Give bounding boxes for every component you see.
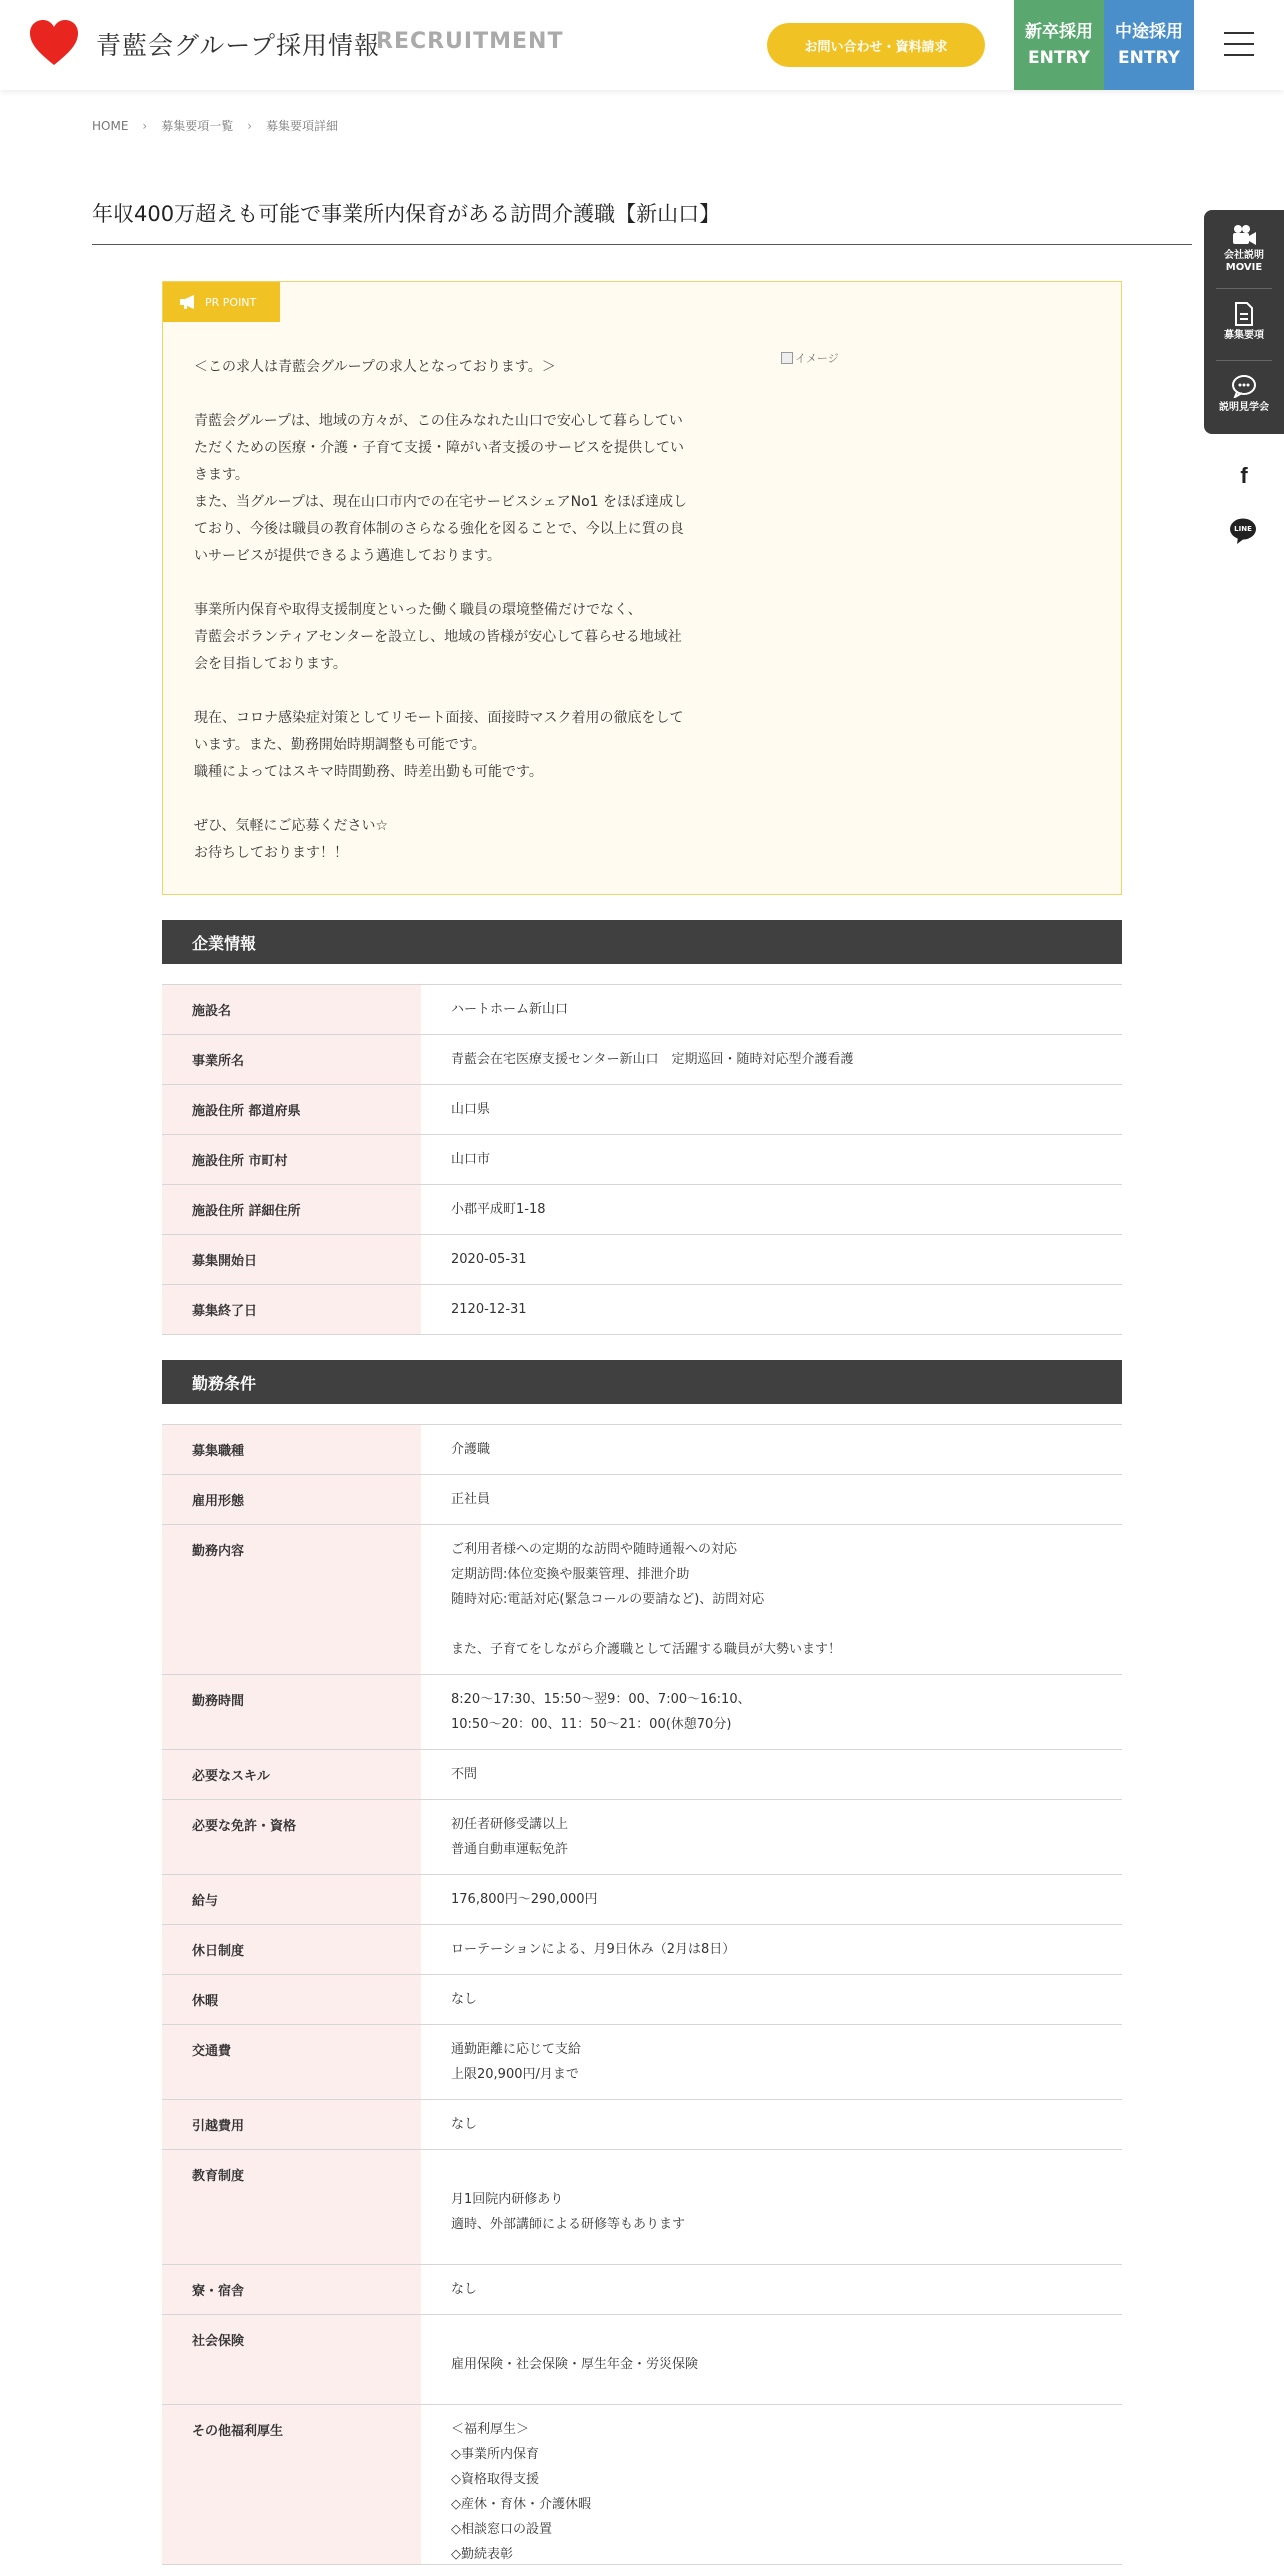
pr-text-line: きます。 (194, 467, 249, 483)
row-label: 寮・宿舎 (162, 2265, 421, 2314)
pr-text-line: いサービスが提供できるよう邁進しております。 (194, 548, 501, 564)
row-value (421, 1425, 1122, 1474)
row-value (421, 2265, 1122, 2314)
row-value-line (451, 2162, 1092, 2187)
row-value-line: 山口県 (451, 1102, 491, 1117)
row-label: 施設住所 市町村 (162, 1135, 421, 1184)
chevron-right-icon: › (142, 118, 148, 133)
row-value-line: ご利用者様への定期的な訪問や随時通報への対応 (451, 1542, 738, 1557)
company-info-heading: 企業情報 (162, 920, 1122, 964)
megaphone-icon (179, 295, 197, 309)
row-value-line: 2020-05-31 (451, 1252, 527, 1267)
side-item-label: 募集要項 (1224, 330, 1264, 341)
row-label: 引越費用 (162, 2100, 421, 2149)
row-value-line: ◇産休・育休・介護休暇 (451, 2497, 591, 2512)
pr-text-line: ぜひ、気軽にご応募ください☆ (194, 818, 388, 834)
row-value-line: 176,800円～290,000円 (451, 1892, 598, 1907)
table-row (162, 1750, 1122, 1800)
row-label: 施設名 (162, 985, 421, 1034)
row-value-line: 随時対応:電話対応(緊急コールの要請など)、訪問対応 (451, 1592, 765, 1607)
company-info-table (162, 984, 1122, 1335)
row-label: 必要な免許・資格 (162, 1800, 421, 1874)
table-row (162, 1425, 1122, 1475)
row-label: 社会保険 (162, 2315, 421, 2404)
row-label: 事業所名 (162, 1035, 421, 1084)
table-row (162, 1285, 1122, 1335)
row-label: 施設住所 詳細住所 (162, 1185, 421, 1234)
row-label: 教育制度 (162, 2150, 421, 2264)
entry-mid-label: 中途採用 (1115, 22, 1183, 42)
row-value-line: 10:50～20：00、11：50～21：00(休憩70分) (451, 1717, 732, 1732)
row-value (421, 1975, 1122, 2024)
row-value-line: 定期訪問:体位変換や服薬管理、排泄介助 (451, 1567, 690, 1582)
side-item-info-session[interactable] (1204, 374, 1284, 414)
pr-text-line: ており、今後は職員の教育体制のさらなる強化を図ることで、今以上に質の良 (194, 521, 684, 537)
mid-career-entry-button[interactable] (1104, 0, 1194, 90)
pr-text-line: 現在、コロナ感染症対策としてリモート面接、面接時マスク着用の徹底をして (194, 710, 684, 726)
row-value (421, 2100, 1122, 2149)
row-value-line: 月1回院内研修あり (451, 2192, 564, 2207)
site-title[interactable]: 青藍会グループ採用情報 (96, 31, 381, 60)
row-value-line: 正社員 (451, 1492, 491, 1507)
table-row (162, 2265, 1122, 2315)
row-value (421, 1750, 1122, 1799)
breadcrumb (92, 117, 338, 134)
table-row (162, 1135, 1122, 1185)
line-icon[interactable] (1229, 517, 1257, 545)
work-conditions-table (162, 1424, 1122, 2565)
divider (1216, 288, 1272, 289)
broken-image-icon (781, 352, 793, 364)
row-label: 募集開始日 (162, 1235, 421, 1284)
row-value (421, 1475, 1122, 1524)
row-value (421, 1085, 1122, 1134)
row-value (421, 1925, 1122, 1974)
pr-point-label: PR POINT (205, 295, 257, 309)
breadcrumb-list[interactable]: 募集要項一覧 (161, 119, 234, 133)
row-value-line (451, 1612, 1092, 1637)
row-label: 勤務内容 (162, 1525, 421, 1674)
table-row (162, 1035, 1122, 1085)
row-value-line: 小郡平成町1-18 (451, 1202, 546, 1217)
row-label: 必要なスキル (162, 1750, 421, 1799)
table-row (162, 2100, 1122, 2150)
table-row (162, 985, 1122, 1035)
row-value-line: 上限20,900円/月まで (451, 2067, 579, 2082)
row-value-line: 初任者研修受講以上 (451, 1817, 569, 1832)
pr-text-line (194, 786, 734, 813)
pr-text-line: 青藍会グループは、地域の方々が、この住みなれた山口で安心して暮らしてい (194, 413, 683, 429)
pr-image (781, 350, 839, 366)
row-value-line: 雇用保険・社会保険・厚生年金・労災保険 (451, 2357, 699, 2372)
table-row (162, 1185, 1122, 1235)
row-value (421, 1185, 1122, 1234)
row-value-line: また、子育てをしながら介護職として活躍する職員が大勢います！ (451, 1642, 842, 1657)
row-value (421, 1525, 1122, 1674)
pr-text-line: 青藍会ボランティアセンターを設立し、地域の皆様が安心して暮らせる地域社 (194, 629, 682, 645)
entry-new-label: 新卒採用 (1025, 22, 1093, 42)
table-row (162, 1875, 1122, 1925)
pr-text-line (194, 678, 734, 705)
new-graduate-entry-button[interactable] (1014, 0, 1104, 90)
divider (1216, 360, 1272, 361)
contact-button[interactable]: お問い合わせ・資料請求 (767, 23, 985, 67)
entry-new-entry: ENTRY (1028, 48, 1090, 68)
row-value-line: 不問 (451, 1767, 478, 1782)
table-row (162, 2405, 1122, 2565)
row-value (421, 1800, 1122, 1874)
row-value (421, 985, 1122, 1034)
site-subtitle: RECRUITMENT (376, 29, 564, 54)
pr-text (194, 354, 734, 867)
row-value-line: ◇事業所内保育 (451, 2447, 539, 2462)
row-value (421, 1285, 1122, 1334)
row-label: 募集終了日 (162, 1285, 421, 1334)
facebook-glyph: f (1240, 463, 1248, 488)
pr-text-line: 会を目指しております。 (194, 656, 347, 672)
row-label: 施設住所 都道府県 (162, 1085, 421, 1134)
row-value-line: 青藍会在宅医療支援センター新山口 定期巡回・随時対応型介護看護 (451, 1052, 854, 1067)
pr-text-line: 職種によってはスキマ時間勤務、時差出勤も可能です。 (194, 764, 543, 780)
row-value-line: 山口市 (451, 1152, 491, 1167)
row-label: その他福利厚生 (162, 2405, 421, 2564)
pr-image-alt: イメージ (795, 352, 839, 365)
table-row (162, 2315, 1122, 2405)
table-row (162, 1475, 1122, 1525)
table-row (162, 1800, 1122, 1875)
row-value-line: ローテーションによる、月9日休み（2月は8日） (451, 1942, 736, 1957)
row-value-line: ＜福利厚生＞ (451, 2422, 530, 2437)
row-value (421, 2025, 1122, 2099)
row-label: 雇用形態 (162, 1475, 421, 1524)
side-item-company-movie[interactable] (1204, 224, 1284, 274)
pr-text-line: お待ちしております！！ (194, 845, 348, 861)
work-conditions-heading: 勤務条件 (162, 1360, 1122, 1404)
table-row (162, 1235, 1122, 1285)
row-value-line (451, 2377, 1092, 2402)
row-value-line: 介護職 (451, 1442, 491, 1457)
row-value-line: 普通自動車運転免許 (451, 1842, 569, 1857)
pr-text-line (194, 381, 734, 408)
row-value (421, 1035, 1122, 1084)
row-value (421, 2405, 1122, 2564)
row-label: 募集職種 (162, 1425, 421, 1474)
chat-bubble-icon (1231, 374, 1257, 398)
site-header (0, 0, 1284, 90)
table-row (162, 1925, 1122, 1975)
table-row (162, 2150, 1122, 2265)
entry-mid-entry: ENTRY (1118, 48, 1180, 68)
table-row (162, 2025, 1122, 2100)
row-value-line: なし (451, 1992, 478, 2007)
row-value-line: ハートホーム新山口 (451, 1002, 569, 1017)
pr-text-line: ＜この求人は青藍会グループの求人となっております。＞ (194, 359, 556, 375)
row-label: 休暇 (162, 1975, 421, 2024)
side-item-label: 会社説明 (1224, 250, 1264, 261)
video-camera-icon (1231, 224, 1257, 246)
row-value-line (451, 2237, 1092, 2262)
row-value (421, 2315, 1122, 2404)
row-value (421, 1875, 1122, 1924)
row-value-line: 通勤距離に応じて支給 (451, 2042, 582, 2057)
pr-text-line: また、当グループは、現在山口市内での在宅サービスシェアNo1 をほぼ達成し (194, 494, 687, 510)
page-title: 年収400万超えも可能で事業所内保育がある訪問介護職【新山口】 (92, 198, 1192, 245)
side-item-label: 説明見学会 (1219, 402, 1269, 413)
table-row (162, 1085, 1122, 1135)
row-value (421, 1675, 1122, 1749)
row-label: 交通費 (162, 2025, 421, 2099)
facebook-icon[interactable] (1230, 463, 1258, 491)
row-value-line: 適時、外部講師による研修等もあります (451, 2217, 686, 2232)
pr-text-line: います。また、勤務開始時期調整も可能です。 (194, 737, 486, 753)
pr-text-line (194, 570, 734, 597)
hamburger-menu-icon[interactable] (1224, 32, 1254, 56)
table-row (162, 1975, 1122, 2025)
row-value-line: ◇資格取得支援 (451, 2472, 539, 2487)
line-label: LINE (1234, 525, 1252, 533)
side-nav (1204, 210, 1284, 434)
row-value-line: 2120-12-31 (451, 1302, 527, 1317)
pr-text-line: 事業所内保育や取得支援制度といった働く職員の環境整備だけでなく、 (194, 602, 642, 618)
heart-logo-icon[interactable] (28, 18, 80, 68)
row-value (421, 1135, 1122, 1184)
document-icon (1234, 302, 1254, 326)
pr-point-tag (163, 282, 280, 322)
row-label: 勤務時間 (162, 1675, 421, 1749)
pr-text-line: ただくための医療・介護・子育て支援・障がい者支援のサービスを提供してい (194, 440, 684, 456)
row-value (421, 1235, 1122, 1284)
row-label: 給与 (162, 1875, 421, 1924)
row-value-line: なし (451, 2282, 478, 2297)
side-item-job-listing[interactable] (1204, 302, 1284, 342)
side-item-sublabel: MOVIE (1225, 262, 1263, 273)
row-value-line: ◇勤続表彰 (451, 2547, 513, 2562)
row-value-line: 8:20～17:30、15:50～翌9：00、7:00～16:10、 (451, 1692, 751, 1707)
table-row (162, 1675, 1122, 1750)
pr-point-box (162, 281, 1122, 895)
breadcrumb-home[interactable]: HOME (92, 118, 129, 133)
chevron-right-icon: › (247, 118, 253, 133)
row-value-line: なし (451, 2117, 478, 2132)
table-row (162, 1525, 1122, 1675)
row-value (421, 2150, 1122, 2264)
row-value-line (451, 2327, 1092, 2352)
breadcrumb-current: 募集要項詳細 (266, 119, 339, 133)
row-label: 休日制度 (162, 1925, 421, 1974)
row-value-line: ◇相談窓口の設置 (451, 2522, 552, 2537)
